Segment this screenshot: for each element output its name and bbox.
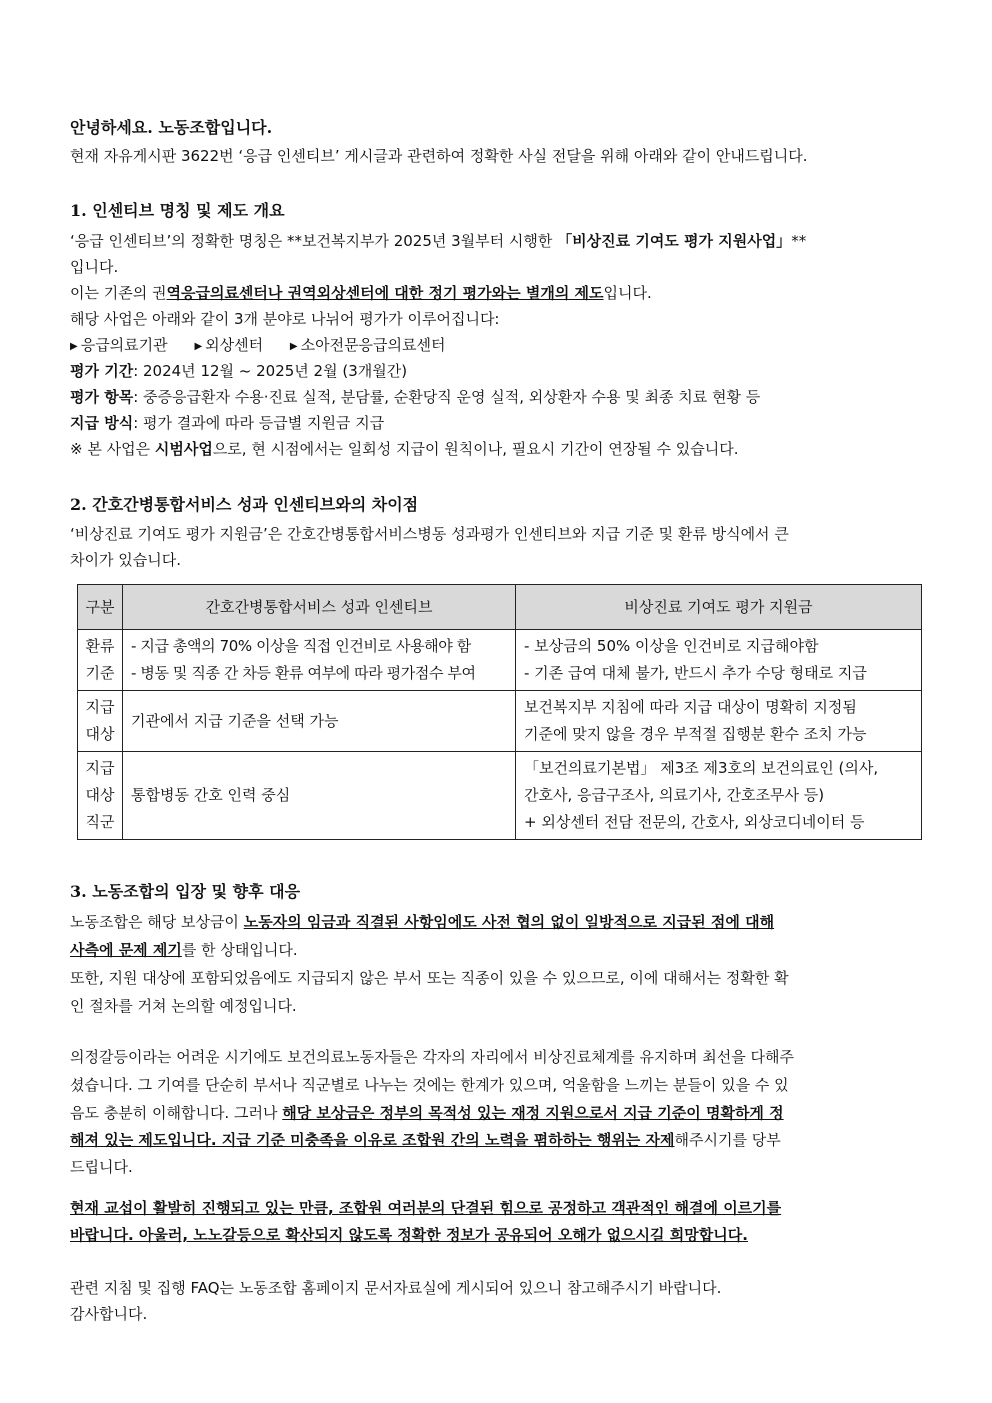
- row-label: 지급 대상: [78, 691, 123, 752]
- comparison-table: [77, 584, 922, 840]
- s3-p1-start: 노동조합은 해당 보상금이: [70, 913, 244, 931]
- s3-para-1-line-1: [70, 910, 922, 934]
- field-list: [70, 333, 922, 357]
- items-label: 평가 항목: [70, 388, 134, 406]
- note-start: ※ 본 사업은: [70, 440, 155, 458]
- s3-para-4-line-1: 현재 교섭이 활발히 진행되고 있는 만큼, 조합원 여러분의 단결된 힘으로 공정하고 객관적인 해결에 이르기를: [70, 1199, 782, 1217]
- s1-line-1-end: **: [791, 232, 807, 250]
- s3-p1-end: 를 한 상태입니다.: [181, 941, 298, 959]
- pilot-note: [70, 437, 922, 461]
- s2-line-2: 차이가 있습니다.: [70, 551, 181, 569]
- pay-label: 지급 방식: [70, 414, 134, 432]
- table-row: [78, 691, 922, 752]
- s1-line-3-start: 이는 기존의 권: [70, 284, 167, 302]
- cell-emergency: 「보건의료기본법」 제3조 제3호의 보건의료인 (의사, 간호사, 응급구조사, 의료기사, 간호조무사 등) + 외상센터 전담 전문의, 간호사, 외상코디네이터 등: [516, 752, 922, 840]
- cell-nursing: 기관에서 지급 기준을 선택 가능: [123, 691, 516, 752]
- s3-para-3-line-1: 의정갈등이라는 어려운 시기에도 보건의료노동자들은 각자의 자리에서 비상진료체계를 유지하며 최선을 다해주: [70, 1048, 794, 1066]
- items-value: : 중증응급환자 수용·진료 실적, 분담률, 순환당직 운영 실적, 외상환자 수용 및 최종 치료 현황 등: [133, 388, 761, 406]
- s3-para-3-line-4: [70, 1128, 922, 1152]
- s1-line-4: 해당 사업은 아래와 같이 3개 분야로 나뉘어 평가가 이루어집니다:: [70, 310, 500, 328]
- list-item: ▶ 소아전문응급의료센터: [289, 336, 446, 354]
- closing-line-1: 관련 지침 및 집행 FAQ는 노동조합 홈페이지 문서자료실에 게시되어 있으니 참고해주시기 바랍니다.: [70, 1279, 722, 1297]
- cell-nursing: 통합병동 간호 인력 중심: [123, 752, 516, 840]
- section-1-title: 1. 인센티브 명칭 및 제도 개요: [70, 201, 285, 220]
- table-row: [78, 752, 922, 840]
- section-3-title: 3. 노동조합의 입장 및 향후 대응: [70, 882, 301, 901]
- s3-para-2-line-2: 인 절차를 거쳐 논의할 예정입니다.: [70, 997, 297, 1015]
- program-name: 「비상진료 기여도 평가 지원사업」: [557, 232, 792, 250]
- s1-line-1: [70, 229, 922, 253]
- s3-para-3-line-2: 셨습니다. 그 기여를 단순히 부서나 직군별로 나누는 것에는 한계가 있으며, 억울함을 느끼는 분들이 있을 수 있: [70, 1076, 789, 1094]
- cell-emergency: - 보상금의 50% 이상을 인건비로 지급해야함 - 기존 급여 대체 불가, 반드시 추가 수당 형태로 지급: [516, 630, 922, 691]
- s3-para-1-line-2: [70, 938, 922, 962]
- period-label: 평가 기간: [70, 362, 134, 380]
- table-header-row: [78, 585, 922, 630]
- s1-line-3-end: 입니다.: [603, 284, 652, 302]
- row-label: 환류 기준: [78, 630, 123, 691]
- table-row: [78, 630, 922, 691]
- s1-line-3-emphasis: 역응급의료센터나 권역외상센터에 대한 정기 평가와는 별개의 제도: [166, 284, 604, 302]
- header-nursing-incentive: 간호간병통합서비스 성과 인센티브: [123, 585, 516, 630]
- header-category: 구분: [78, 585, 123, 630]
- s1-line-3: [70, 281, 922, 305]
- s3-para-3-line-3: [70, 1101, 922, 1125]
- s1-line-2: 입니다.: [70, 258, 119, 276]
- s3-p1-emphasis: 노동자의 임금과 직결된 사항임에도 사전 협의 없이 일방적으로 지급된 점에 대해: [243, 913, 775, 931]
- triangle-bullet-icon: ▶: [70, 341, 78, 352]
- evaluation-period: [70, 359, 922, 383]
- triangle-bullet-icon: ▶: [289, 341, 298, 352]
- s2-line-1: ‘비상진료 기여도 평가 지원금’은 간호간병통합서비스병동 성과평가 인센티브와 지급 기준 및 환류 방식에서 큰: [70, 525, 789, 543]
- s3-para-3-line-5: 드립니다.: [70, 1158, 133, 1176]
- s3-p3-end: 해주시기를 당부: [674, 1131, 781, 1149]
- intro-text: 현재 자유게시판 3622번 ‘응급 인센티브’ 게시글과 관련하여 정확한 사실 전달을 위해 아래와 같이 안내드립니다.: [70, 147, 808, 165]
- s3-p3-start: 음도 충분히 이해합니다. 그러나: [70, 1104, 283, 1122]
- closing-line-2: 감사합니다.: [70, 1305, 148, 1323]
- evaluation-items: [70, 385, 922, 409]
- s3-p3-emphasis-2: 해져 있는 제도입니다. 지급 기준 미충족을 이유로 조합원 간의 노력을 폄하하는 행위는 자제: [70, 1131, 675, 1149]
- cell-emergency: 보건복지부 지침에 따라 지급 대상이 명확히 지정됨 기준에 맞지 않을 경우 부적절 집행분 환수 조치 가능: [516, 691, 922, 752]
- note-emphasis: 시범사업: [154, 440, 213, 458]
- pay-value: : 평가 결과에 따라 등급별 지원금 지급: [133, 414, 385, 432]
- list-item: ▶ 외상센터: [194, 336, 264, 354]
- triangle-bullet-icon: ▶: [194, 341, 203, 352]
- greeting: 안녕하세요. 노동조합입니다.: [70, 118, 273, 137]
- period-value: : 2024년 12월 ~ 2025년 2월 (3개월간): [133, 362, 408, 380]
- s3-para-4-line-2: 바랍니다. 아울러, 노노갈등으로 확산되지 않도록 정확한 정보가 공유되어 오해가 없으시길 희망합니다.: [70, 1226, 748, 1244]
- list-item: ▶ 응급의료기관: [70, 336, 168, 354]
- cell-nursing: - 지급 총액의 70% 이상을 직접 인건비로 사용해야 함 - 병동 및 직종 간 차등 환류 여부에 따라 평가점수 부여: [123, 630, 516, 691]
- payment-method: [70, 411, 922, 435]
- header-emergency-support: 비상진료 기여도 평가 지원금: [516, 585, 922, 630]
- section-2-title: 2. 간호간병통합서비스 성과 인센티브와의 차이점: [70, 495, 419, 514]
- s3-p1-emphasis-2: 사측에 문제 제기: [70, 941, 182, 959]
- s1-line-1-text: ‘응급 인센티브’의 정확한 명칭은 **보건복지부가 2025년 3월부터 시행한: [70, 232, 558, 250]
- note-end: 으로, 현 시점에서는 일회성 지급이 원칙이나, 필요시 기간이 연장될 수 있습니다.: [212, 440, 739, 458]
- s3-p3-emphasis: 해당 보상금은 정부의 목적성 있는 재정 지원으로서 지급 기준이 명확하게 정: [282, 1104, 784, 1122]
- row-label: 지급 대상 직군: [78, 752, 123, 840]
- s3-para-2-line-1: 또한, 지원 대상에 포함되었음에도 지급되지 않은 부서 또는 직종이 있을 수 있으므로, 이에 대해서는 정확한 확: [70, 969, 789, 987]
